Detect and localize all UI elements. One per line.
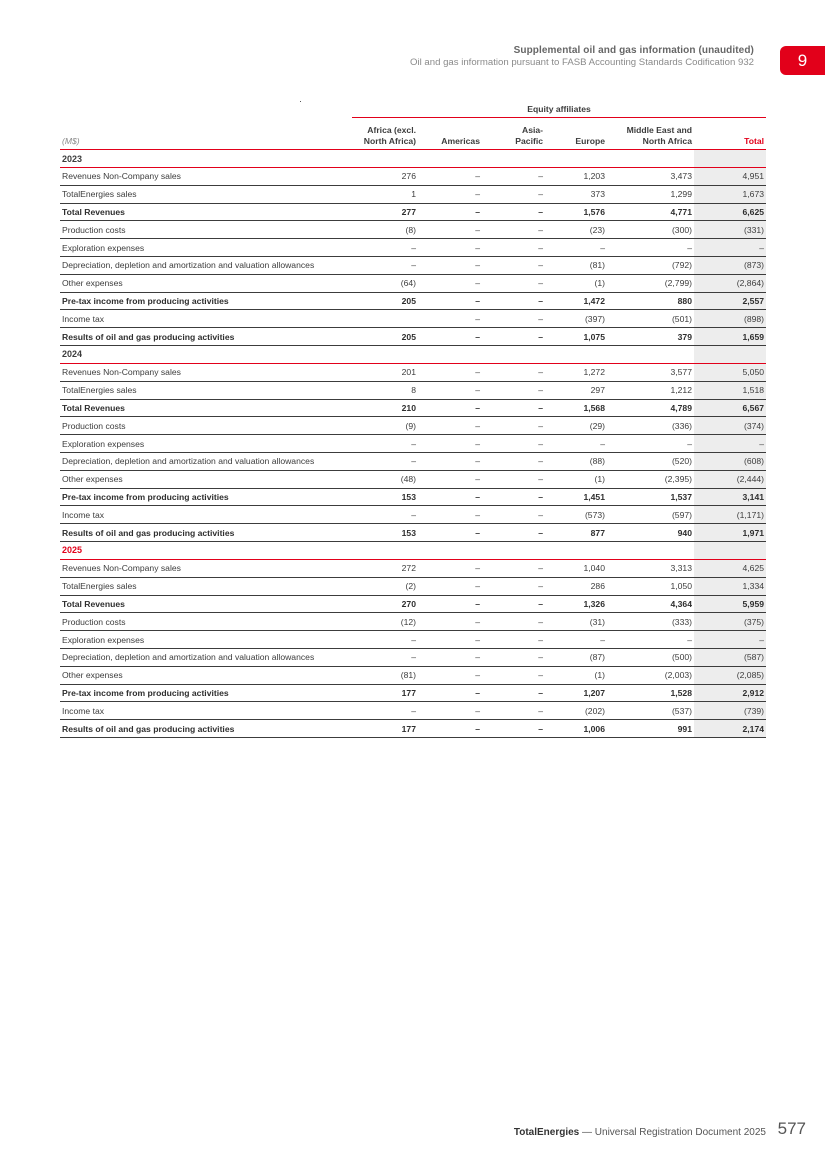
value-cell: 153 (352, 524, 418, 542)
table-row (60, 631, 766, 649)
value-cell: (8) (352, 221, 418, 239)
value-cell: (88) (545, 452, 607, 470)
value-cell: 270 (352, 595, 418, 613)
value-cell: – (418, 168, 482, 186)
value-cell: – (418, 506, 482, 524)
row-label: Results of oil and gas producing activities (60, 524, 352, 542)
value-cell: 1,326 (545, 595, 607, 613)
value-cell: – (418, 452, 482, 470)
column-header-row (60, 118, 766, 150)
value-cell: 1,576 (545, 203, 607, 221)
value-cell: – (418, 488, 482, 506)
total-cell: 2,557 (694, 292, 766, 310)
row-label: Total Revenues (60, 399, 352, 417)
value-cell: (397) (545, 310, 607, 328)
value-cell: – (418, 684, 482, 702)
value-cell: – (418, 328, 482, 346)
total-cell: (608) (694, 452, 766, 470)
value-cell: – (418, 381, 482, 399)
row-label: Results of oil and gas producing activities (60, 328, 352, 346)
footer-brand: TotalEnergies (513, 1127, 580, 1138)
value-cell: – (418, 363, 482, 381)
row-label: Production costs (60, 417, 352, 435)
value-cell: 205 (352, 292, 418, 310)
value-cell: – (418, 256, 482, 274)
value-cell: (81) (352, 666, 418, 684)
equity-affiliates-table-container (60, 97, 766, 738)
total-cell: (331) (694, 221, 766, 239)
col-header-total: Total (694, 118, 766, 150)
table-row (60, 559, 766, 577)
row-label: Income tax (60, 506, 352, 524)
table-row (60, 328, 766, 346)
table-row (60, 310, 766, 328)
value-cell: (9) (352, 417, 418, 435)
table-row (60, 417, 766, 435)
table-row (60, 399, 766, 417)
value-cell: – (607, 435, 694, 453)
value-cell: 1,212 (607, 381, 694, 399)
value-cell: – (482, 399, 545, 417)
value-cell: (573) (545, 506, 607, 524)
value-cell: – (352, 702, 418, 720)
value-cell: – (607, 239, 694, 257)
value-cell: 1,075 (545, 328, 607, 346)
table-row (60, 488, 766, 506)
row-label: Total Revenues (60, 595, 352, 613)
value-cell: – (418, 292, 482, 310)
total-cell: 6,567 (694, 399, 766, 417)
value-cell: 1,040 (545, 559, 607, 577)
value-cell: (501) (607, 310, 694, 328)
total-cell: 2,174 (694, 720, 766, 738)
value-cell: (29) (545, 417, 607, 435)
value-cell: – (482, 470, 545, 488)
value-cell: – (418, 559, 482, 577)
section-title: Supplemental oil and gas information (unaudited) (513, 45, 754, 56)
value-cell: – (418, 221, 482, 239)
year-label: 2023 (60, 150, 694, 168)
value-cell: – (418, 417, 482, 435)
table-row (60, 239, 766, 257)
total-cell: 1,971 (694, 524, 766, 542)
value-cell: 4,789 (607, 399, 694, 417)
value-cell: – (418, 399, 482, 417)
row-label: Total Revenues (60, 203, 352, 221)
value-cell: – (482, 435, 545, 453)
value-cell: – (418, 666, 482, 684)
row-label: TotalEnergies sales (60, 185, 352, 203)
year-header-row (60, 150, 766, 168)
row-label: Production costs (60, 221, 352, 239)
value-cell: – (482, 417, 545, 435)
equity-affiliates-table (60, 97, 766, 738)
value-cell: 4,364 (607, 595, 694, 613)
value-cell: – (545, 239, 607, 257)
page-number: 577 (777, 1119, 806, 1138)
value-cell: 297 (545, 381, 607, 399)
value-cell: – (482, 559, 545, 577)
row-label: Other expenses (60, 470, 352, 488)
total-cell: (2,085) (694, 666, 766, 684)
year-label: 2025 (60, 541, 694, 559)
footer-doc-title: — Universal Registration Document 2025 (579, 1127, 766, 1138)
total-cell: 1,673 (694, 185, 766, 203)
table-row (60, 684, 766, 702)
row-label: Pre-tax income from producing activities (60, 488, 352, 506)
value-cell: 272 (352, 559, 418, 577)
table-row (60, 221, 766, 239)
table-row (60, 702, 766, 720)
total-cell: 6,625 (694, 203, 766, 221)
table-row (60, 363, 766, 381)
value-cell: 1,537 (607, 488, 694, 506)
row-label: Depreciation, depletion and amortization and valuation allowances (60, 648, 352, 666)
table-row (60, 274, 766, 292)
value-cell: 991 (607, 720, 694, 738)
value-cell: – (482, 524, 545, 542)
value-cell: – (482, 274, 545, 292)
value-cell: (64) (352, 274, 418, 292)
total-cell: 1,518 (694, 381, 766, 399)
value-cell: 1,451 (545, 488, 607, 506)
value-cell: 379 (607, 328, 694, 346)
value-cell: (81) (545, 256, 607, 274)
value-cell: (520) (607, 452, 694, 470)
value-cell: 877 (545, 524, 607, 542)
value-cell: (2,799) (607, 274, 694, 292)
value-cell: – (482, 381, 545, 399)
row-label: Exploration expenses (60, 631, 352, 649)
value-cell: 1,472 (545, 292, 607, 310)
value-cell: – (482, 185, 545, 203)
table-row (60, 203, 766, 221)
value-cell: – (482, 221, 545, 239)
value-cell: 1,528 (607, 684, 694, 702)
table-row (60, 666, 766, 684)
total-cell: 4,951 (694, 168, 766, 186)
total-cell (694, 345, 766, 363)
value-cell: – (482, 702, 545, 720)
row-label: Pre-tax income from producing activities (60, 292, 352, 310)
value-cell: 1,299 (607, 185, 694, 203)
table-row (60, 506, 766, 524)
value-cell: 1,272 (545, 363, 607, 381)
value-cell: – (418, 310, 482, 328)
table-row (60, 648, 766, 666)
total-cell (694, 150, 766, 168)
row-label: Income tax (60, 310, 352, 328)
table-row (60, 613, 766, 631)
year-header-row (60, 541, 766, 559)
value-cell: (31) (545, 613, 607, 631)
table-row (60, 595, 766, 613)
value-cell: – (418, 720, 482, 738)
value-cell: – (352, 506, 418, 524)
group-header-row (60, 97, 766, 118)
row-label: Revenues Non-Company sales (60, 559, 352, 577)
value-cell: 201 (352, 363, 418, 381)
value-cell: 3,313 (607, 559, 694, 577)
total-cell: 5,959 (694, 595, 766, 613)
value-cell: 277 (352, 203, 418, 221)
value-cell: – (482, 506, 545, 524)
value-cell: – (482, 328, 545, 346)
value-cell: – (482, 488, 545, 506)
value-cell: – (352, 648, 418, 666)
value-cell: (87) (545, 648, 607, 666)
value-cell: (333) (607, 613, 694, 631)
value-cell: (1) (545, 274, 607, 292)
value-cell: 1,203 (545, 168, 607, 186)
row-label: Production costs (60, 613, 352, 631)
value-cell: (537) (607, 702, 694, 720)
value-cell: 177 (352, 684, 418, 702)
total-cell: 5,050 (694, 363, 766, 381)
row-label: Depreciation, depletion and amortization and valuation allowances (60, 452, 352, 470)
value-cell: 153 (352, 488, 418, 506)
table-row (60, 577, 766, 595)
value-cell: 177 (352, 720, 418, 738)
value-cell: (2,003) (607, 666, 694, 684)
col-header-middle-east: Middle East and North Africa (607, 118, 694, 150)
value-cell: – (482, 292, 545, 310)
value-cell: 205 (352, 328, 418, 346)
value-cell: – (482, 203, 545, 221)
value-cell: – (418, 577, 482, 595)
year-header-row (60, 345, 766, 363)
total-cell: – (694, 239, 766, 257)
value-cell: – (482, 256, 545, 274)
value-cell: 210 (352, 399, 418, 417)
value-cell: 373 (545, 185, 607, 203)
value-cell: – (418, 648, 482, 666)
value-cell: (2,395) (607, 470, 694, 488)
row-label: Exploration expenses (60, 435, 352, 453)
chapter-tab[interactable]: 9 (780, 46, 825, 75)
value-cell: 1,050 (607, 577, 694, 595)
value-cell: – (418, 185, 482, 203)
total-cell: 1,334 (694, 577, 766, 595)
section-subtitle: Oil and gas information pursuant to FASB Accounting Standards Codification 932 (410, 57, 754, 68)
year-label: 2024 (60, 345, 694, 363)
table-row (60, 452, 766, 470)
table-row (60, 185, 766, 203)
value-cell: – (418, 203, 482, 221)
row-label: Depreciation, depletion and amortization and valuation allowances (60, 256, 352, 274)
row-label: Revenues Non-Company sales (60, 363, 352, 381)
value-cell: (597) (607, 506, 694, 524)
total-cell: (587) (694, 648, 766, 666)
value-cell: – (482, 577, 545, 595)
value-cell: 1,568 (545, 399, 607, 417)
value-cell: (23) (545, 221, 607, 239)
row-label: TotalEnergies sales (60, 381, 352, 399)
value-cell: (300) (607, 221, 694, 239)
total-cell: (374) (694, 417, 766, 435)
value-cell: – (418, 613, 482, 631)
value-cell: – (482, 666, 545, 684)
col-header-africa: Africa (excl. North Africa) (352, 118, 418, 150)
row-label: Other expenses (60, 274, 352, 292)
value-cell (352, 310, 418, 328)
total-cell: (898) (694, 310, 766, 328)
row-label: Income tax (60, 702, 352, 720)
value-cell: – (545, 631, 607, 649)
total-cell: 3,141 (694, 488, 766, 506)
value-cell: 3,473 (607, 168, 694, 186)
value-cell: (500) (607, 648, 694, 666)
value-cell: – (482, 720, 545, 738)
value-cell: – (482, 595, 545, 613)
value-cell: 3,577 (607, 363, 694, 381)
value-cell: 1,006 (545, 720, 607, 738)
value-cell: – (482, 452, 545, 470)
value-cell: (336) (607, 417, 694, 435)
value-cell: – (482, 684, 545, 702)
table-row (60, 470, 766, 488)
row-label: Revenues Non-Company sales (60, 168, 352, 186)
value-cell: 940 (607, 524, 694, 542)
value-cell: – (482, 168, 545, 186)
value-cell: – (418, 595, 482, 613)
value-cell: (202) (545, 702, 607, 720)
value-cell: – (418, 274, 482, 292)
value-cell: – (418, 239, 482, 257)
table-row (60, 435, 766, 453)
value-cell: – (418, 524, 482, 542)
value-cell: 1,207 (545, 684, 607, 702)
total-cell: 1,659 (694, 328, 766, 346)
value-cell: (792) (607, 256, 694, 274)
row-label: TotalEnergies sales (60, 577, 352, 595)
row-label: Results of oil and gas producing activities (60, 720, 352, 738)
table-row (60, 524, 766, 542)
value-cell: 1 (352, 185, 418, 203)
value-cell: – (418, 631, 482, 649)
col-header-europe: Europe (545, 118, 607, 150)
unit-label: (M$) (60, 118, 352, 150)
value-cell: 4,771 (607, 203, 694, 221)
value-cell: – (482, 648, 545, 666)
total-cell: (873) (694, 256, 766, 274)
total-cell: 4,625 (694, 559, 766, 577)
table-row (60, 256, 766, 274)
value-cell: – (418, 702, 482, 720)
value-cell: – (482, 239, 545, 257)
footer-text (514, 1127, 766, 1138)
total-cell: (375) (694, 613, 766, 631)
value-cell: (48) (352, 470, 418, 488)
value-cell: 276 (352, 168, 418, 186)
col-header-asia-pacific: Asia- Pacific (482, 118, 545, 150)
table-row (60, 381, 766, 399)
value-cell: 880 (607, 292, 694, 310)
value-cell: – (482, 613, 545, 631)
group-header-equity-affiliates: Equity affiliates (352, 97, 766, 118)
value-cell: 8 (352, 381, 418, 399)
value-cell: – (352, 256, 418, 274)
total-cell: (2,444) (694, 470, 766, 488)
value-cell: (2) (352, 577, 418, 595)
value-cell: (1) (545, 666, 607, 684)
value-cell: – (482, 310, 545, 328)
total-cell: 2,912 (694, 684, 766, 702)
value-cell: – (352, 239, 418, 257)
col-header-americas: Americas (418, 118, 482, 150)
table-row (60, 720, 766, 738)
value-cell: – (545, 435, 607, 453)
value-cell: – (352, 452, 418, 470)
value-cell: – (352, 631, 418, 649)
value-cell: – (482, 631, 545, 649)
table-row (60, 168, 766, 186)
value-cell: – (352, 435, 418, 453)
table-body (60, 150, 766, 738)
row-label: Other expenses (60, 666, 352, 684)
row-label: Pre-tax income from producing activities (60, 684, 352, 702)
value-cell: (12) (352, 613, 418, 631)
row-label: Exploration expenses (60, 239, 352, 257)
value-cell: – (607, 631, 694, 649)
total-cell: – (694, 631, 766, 649)
value-cell: – (418, 435, 482, 453)
total-cell (694, 541, 766, 559)
value-cell: (1) (545, 470, 607, 488)
value-cell: – (482, 363, 545, 381)
value-cell: 286 (545, 577, 607, 595)
total-cell: (1,171) (694, 506, 766, 524)
table-row (60, 292, 766, 310)
total-cell: – (694, 435, 766, 453)
total-cell: (2,864) (694, 274, 766, 292)
value-cell: – (418, 470, 482, 488)
total-cell: (739) (694, 702, 766, 720)
